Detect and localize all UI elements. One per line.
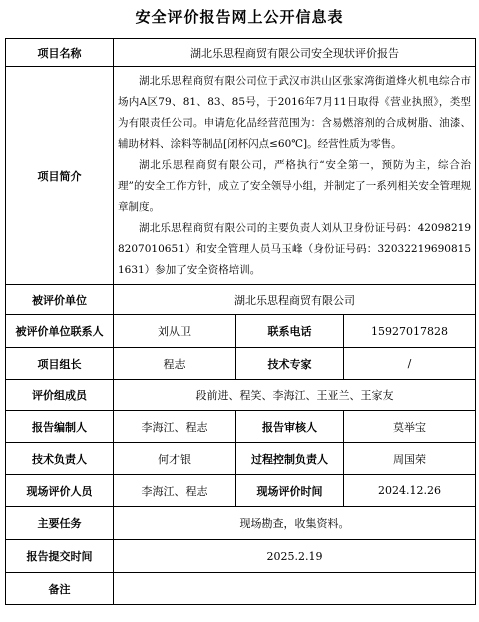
project-name-label: 项目名称 [6, 39, 114, 67]
remarks-label: 备注 [6, 573, 114, 605]
row-project-name [6, 39, 476, 67]
site-value: 李海江、程志 [114, 475, 236, 507]
intro-paragraph: 湖北乐思程商贸有限公司，严格执行“安全第一，预防为主，综合治理”的安全工作方针，成立了安全领导小组，并制定了一系列相关安全管理规章制度。 [118, 158, 472, 213]
process-value: 周国荣 [344, 443, 476, 475]
site-label: 现场评价人员 [6, 475, 114, 507]
row-tech-lead [6, 443, 476, 475]
row-project-intro [6, 67, 476, 285]
intro-paragraph: 湖北乐思程商贸有限公司位于武汉市洪山区张家湾街道烽火机电综合市场内A区79、81、83、85号，于2016年7月11日取得《营业执照》，类型为有限责任公司。申请危化品经营范围为：含易燃溶剂的合成树脂、油漆、辅助材料、涂料等制品[闭杯闪点≤60℃]。经营性质为零售。 [118, 74, 472, 150]
reviewer-value: 莫举宝 [344, 411, 476, 443]
row-tasks [6, 507, 476, 540]
page-title: 安全评价报告网上公开信息表 [135, 8, 344, 26]
row-remarks [6, 573, 476, 605]
contact-value: 刘从卫 [114, 315, 236, 348]
evaluated-unit-label: 被评价单位 [6, 285, 114, 315]
remarks-value [114, 573, 476, 605]
expert-label: 技术专家 [236, 348, 344, 380]
row-compiler [6, 411, 476, 443]
reviewer-label: 报告审核人 [236, 411, 344, 443]
members-label: 评价组成员 [6, 380, 114, 411]
site-time-value: 2024.12.26 [344, 475, 476, 507]
site-time-label: 现场评价时间 [236, 475, 344, 507]
row-site [6, 475, 476, 507]
info-table [5, 38, 476, 605]
evaluated-unit-value: 湖北乐思程商贸有限公司 [114, 285, 476, 315]
compiler-value: 李海江、程志 [114, 411, 236, 443]
row-submit [6, 540, 476, 573]
submit-label: 报告提交时间 [6, 540, 114, 573]
project-intro-value [114, 67, 476, 285]
tech-lead-label: 技术负责人 [6, 443, 114, 475]
row-contact [6, 315, 476, 348]
tasks-value: 现场勘查，收集资料。 [114, 507, 476, 540]
row-team-leader [6, 348, 476, 380]
tasks-label: 主要任务 [6, 507, 114, 540]
phone-value: 15927017828 [344, 315, 476, 348]
process-label: 过程控制负责人 [236, 443, 344, 475]
row-members [6, 380, 476, 411]
expert-value: / [344, 348, 476, 380]
project-intro-label: 项目简介 [6, 67, 114, 285]
submit-value: 2025.2.19 [114, 540, 476, 573]
phone-label: 联系电话 [236, 315, 344, 348]
members-value: 段前进、程笑、李海江、王亚兰、王家友 [114, 380, 476, 411]
team-leader-label: 项目组长 [6, 348, 114, 380]
project-name-value: 湖北乐思程商贸有限公司安全现状评价报告 [114, 39, 476, 67]
team-leader-value: 程志 [114, 348, 236, 380]
intro-paragraph: 湖北乐思程商贸有限公司的主要负责人刘从卫身份证号码：420982198207010651）和安全管理人员马玉峰（身份证号码：320322196908151631）参加了安全资格培训。 [118, 221, 472, 276]
contact-label: 被评价单位联系人 [6, 315, 114, 348]
tech-lead-value: 何才银 [114, 443, 236, 475]
compiler-label: 报告编制人 [6, 411, 114, 443]
row-evaluated-unit [6, 285, 476, 315]
